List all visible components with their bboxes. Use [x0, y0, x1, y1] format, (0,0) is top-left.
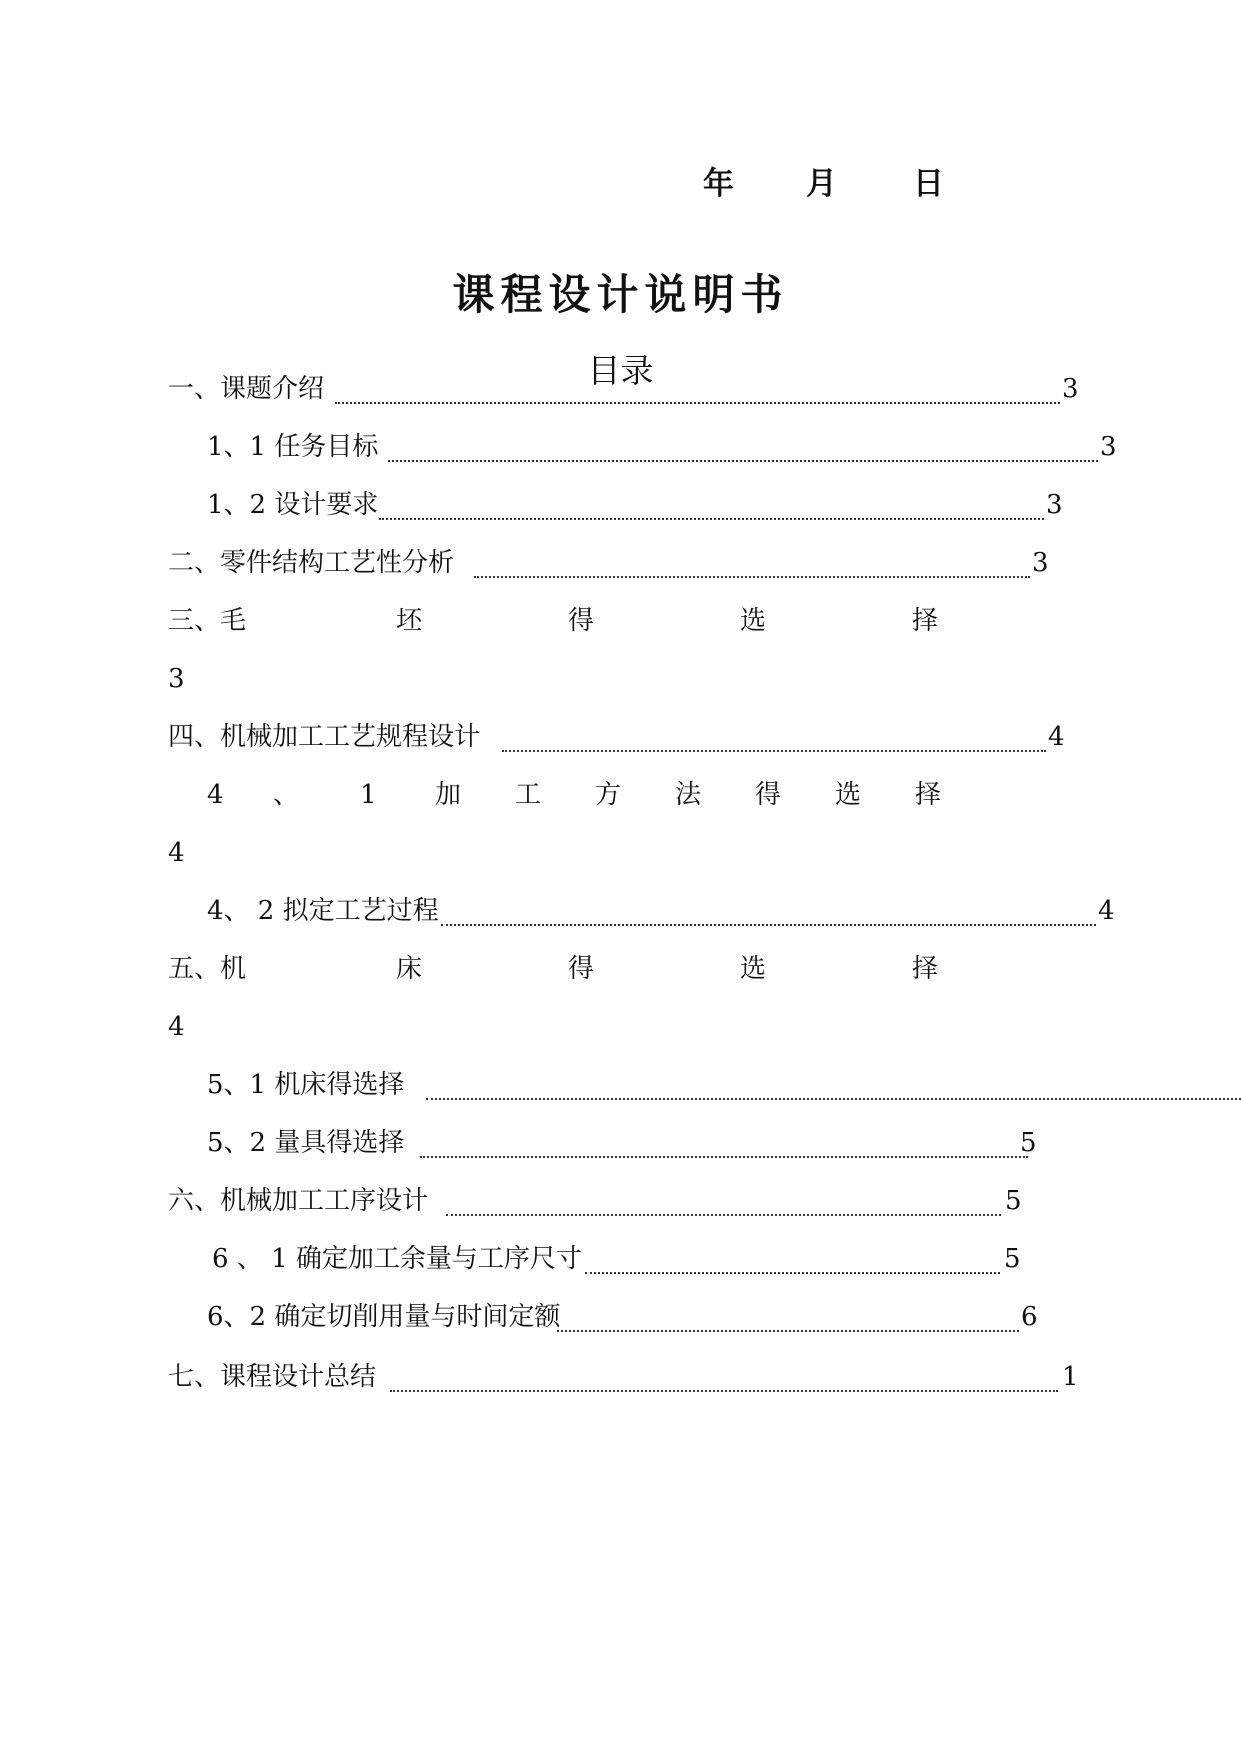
toc-entry[interactable] [168, 1184, 1028, 1224]
toc-entry-label: 5、1 机床得选择 [207, 1070, 405, 1100]
toc-entry-page: 4 [168, 1012, 185, 1042]
toc-entry-page: 3 [1062, 374, 1079, 404]
toc-entry-page: 5 [1005, 1186, 1022, 1216]
toc-entry[interactable] [168, 1360, 1088, 1400]
toc-entry-label: 、 [273, 780, 300, 810]
toc-entry[interactable] [168, 720, 1068, 760]
toc-entry[interactable] [207, 488, 1067, 528]
toc-entry-label: 工 [515, 780, 542, 810]
document-title: 课程设计说明书 [452, 270, 789, 319]
toc-entry[interactable] [207, 1300, 1047, 1340]
toc-entry-page: 4 [1048, 722, 1065, 752]
toc-entry-label: 七、课程设计总结 [168, 1362, 377, 1392]
toc-entry-label: 5、2 量具得选择 [207, 1128, 405, 1158]
toc-entry-label[interactable]: 三、毛 [168, 606, 247, 636]
dot-leader [426, 1068, 1241, 1100]
toc-entry[interactable] [168, 372, 1078, 412]
date-day-label: 日 [913, 166, 944, 202]
dot-leader [420, 1126, 1028, 1158]
toc-entry-label: 得 [568, 606, 595, 636]
toc-entry-label: 加 [435, 780, 462, 810]
toc-entry-label: 1、1 任务目标 [207, 432, 379, 462]
date-year-label: 年 [703, 166, 734, 202]
toc-entry-label: 得 [568, 954, 595, 984]
toc-entry-label[interactable]: 五、机 [168, 954, 247, 984]
dot-leader [388, 430, 1098, 462]
dot-leader [335, 372, 1060, 404]
dot-leader [446, 1184, 1001, 1216]
toc-entry[interactable] [207, 1068, 1241, 1108]
toc-entry-label: 4、 2 拟定工艺过程 [207, 896, 439, 926]
toc-entry-label: 择 [912, 954, 939, 984]
dot-leader [557, 1300, 1019, 1332]
toc-entry-label: 床 [396, 954, 423, 984]
dot-leader [379, 488, 1044, 520]
dot-leader [585, 1242, 1000, 1274]
toc-entry-page: 1 [1062, 1362, 1079, 1392]
toc-entry-page: 3 [1032, 548, 1049, 578]
toc-entry-label: 6 、 1 确定加工余量与工序尺寸 [212, 1244, 582, 1274]
toc-entry[interactable] [207, 430, 1117, 470]
toc-entry-page: 3 [168, 664, 185, 694]
toc-entry-label: 1、2 设计要求 [207, 490, 379, 520]
toc-entry-label: 四、机械加工工艺规程设计 [168, 722, 481, 752]
toc-entry-label: 选 [740, 954, 767, 984]
toc-entry[interactable] [207, 1126, 1047, 1166]
toc-entry-label: 得 [755, 780, 782, 810]
dot-leader [441, 894, 1096, 926]
toc-entry-page: 4 [1098, 896, 1115, 926]
toc-entry-label: 方 [595, 780, 622, 810]
dot-leader [474, 546, 1030, 578]
toc-entry[interactable] [168, 546, 1058, 586]
dot-leader [390, 1360, 1058, 1392]
toc-entry[interactable] [207, 894, 1127, 934]
toc-entry-page: 3 [1046, 490, 1063, 520]
toc-entry-label: 6、2 确定切削用量与时间定额 [207, 1302, 561, 1332]
toc-entry-label: 六、机械加工工序设计 [168, 1186, 429, 1216]
toc-entry-label: 二、零件结构工艺性分析 [168, 548, 455, 578]
toc-entry[interactable] [212, 1242, 1032, 1282]
dot-leader [502, 720, 1046, 752]
toc-entry-page: 4 [168, 838, 185, 868]
date-month-label: 月 [806, 166, 837, 202]
toc-entry-page: 5 [1020, 1128, 1037, 1158]
toc-entry-page: 6 [1021, 1302, 1038, 1332]
toc-entry-label[interactable]: 4 [207, 780, 224, 810]
toc-entry-label: 坯 [396, 606, 423, 636]
toc-entry-label: 择 [912, 606, 939, 636]
toc-entry-label: 选 [835, 780, 862, 810]
toc-entry-page: 3 [1100, 432, 1117, 462]
toc-entry-label: 一、课题介绍 [168, 374, 325, 404]
toc-heading: 目录 [587, 351, 654, 390]
toc-entry-label: 择 [915, 780, 942, 810]
toc-entry-label: 1 [360, 780, 377, 810]
toc-entry-label: 法 [675, 780, 702, 810]
toc-entry-label: 选 [740, 606, 767, 636]
toc-entry-page: 5 [1004, 1244, 1021, 1274]
